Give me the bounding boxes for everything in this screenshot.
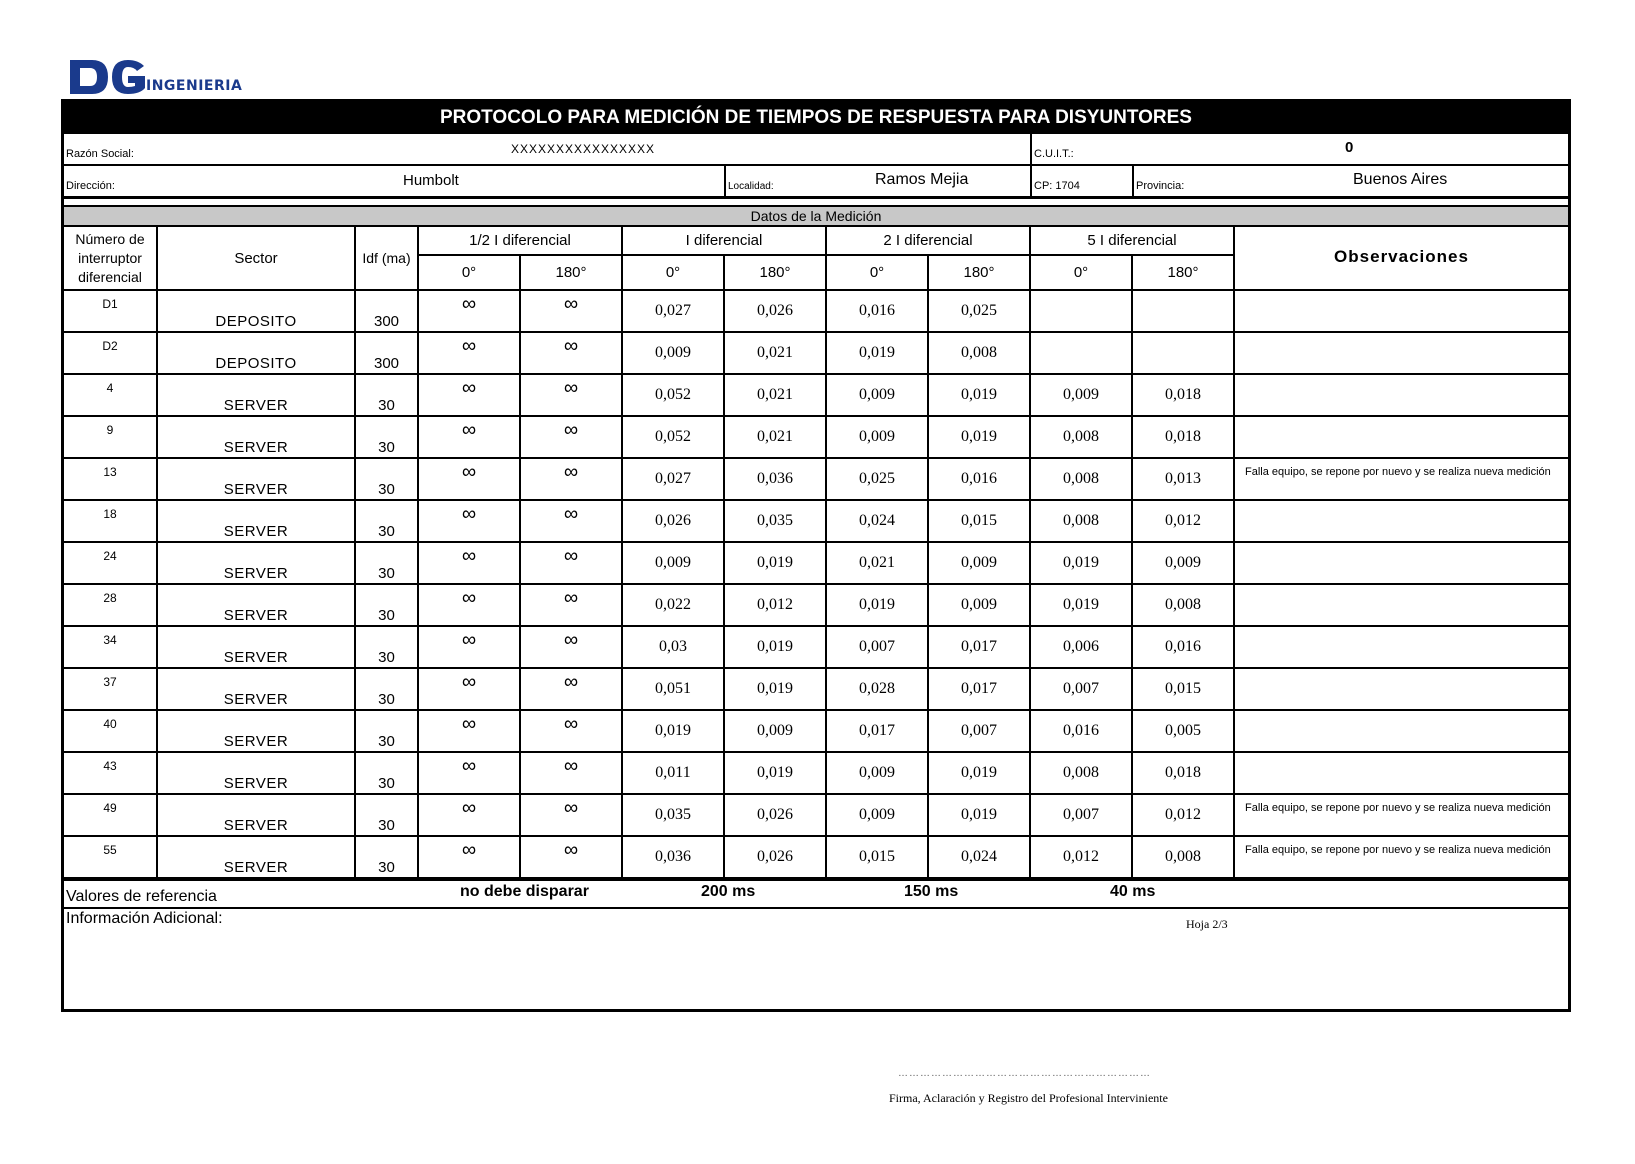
two-180-value: 0,025: [928, 290, 1030, 332]
table-row: [64, 332, 1568, 374]
five-180-value: [1132, 332, 1234, 374]
half-180-value: ∞: [520, 542, 622, 584]
reference-half: no debe disparar: [460, 883, 589, 900]
row-observation: [1234, 416, 1568, 458]
razon-social-label: Razón Social:: [66, 148, 134, 160]
razon-social-cell: [64, 134, 1032, 164]
five-180-value: 0,012: [1132, 794, 1234, 836]
logo-text: INGENIERIA: [146, 78, 243, 94]
group-one-header: I diferencial: [622, 226, 826, 255]
five-180-value: 0,018: [1132, 752, 1234, 794]
half-0-value: ∞: [418, 500, 520, 542]
five-0-value: [1030, 290, 1132, 332]
localidad-value: Ramos Mejia: [875, 171, 969, 188]
angle-0-header: 0°: [622, 255, 724, 290]
five-180-value: 0,016: [1132, 626, 1234, 668]
two-0-value: 0,009: [826, 416, 928, 458]
table-row: [64, 794, 1568, 836]
half-180-value: ∞: [520, 290, 622, 332]
one-0-value: 0,052: [622, 374, 724, 416]
angle-0-header: 0°: [418, 255, 520, 290]
half-180-value: ∞: [520, 668, 622, 710]
two-0-value: 0,009: [826, 752, 928, 794]
half-0-value: ∞: [418, 626, 520, 668]
half-0-value: ∞: [418, 752, 520, 794]
table-row: [64, 584, 1568, 626]
five-0-value: 0,008: [1030, 500, 1132, 542]
half-180-value: ∞: [520, 584, 622, 626]
table-row: [64, 416, 1568, 458]
five-180-value: [1132, 290, 1234, 332]
row-number: 4: [64, 374, 157, 416]
row-number: 13: [64, 458, 157, 500]
table-row: [64, 542, 1568, 584]
one-0-value: 0,026: [622, 500, 724, 542]
table-row: [64, 752, 1568, 794]
row-number: 43: [64, 752, 157, 794]
five-0-value: 0,012: [1030, 836, 1132, 878]
one-180-value: 0,026: [724, 794, 826, 836]
row-sector: SERVER: [157, 458, 355, 500]
angle-180-header: 180°: [928, 255, 1030, 290]
five-180-value: 0,015: [1132, 668, 1234, 710]
one-0-value: 0,019: [622, 710, 724, 752]
two-180-value: 0,019: [928, 416, 1030, 458]
two-0-value: 0,019: [826, 332, 928, 374]
two-0-value: 0,009: [826, 794, 928, 836]
two-0-value: 0,015: [826, 836, 928, 878]
group-five-header: 5 I diferencial: [1030, 226, 1234, 255]
five-0-value: 0,006: [1030, 626, 1132, 668]
row-observation: [1234, 332, 1568, 374]
provincia-value: Buenos Aires: [1353, 171, 1448, 188]
row-number: 24: [64, 542, 157, 584]
measurement-table: [64, 207, 1568, 879]
half-0-value: ∞: [418, 710, 520, 752]
five-0-value: 0,019: [1030, 542, 1132, 584]
row-observation: [1234, 584, 1568, 626]
row-number: 9: [64, 416, 157, 458]
half-0-value: ∞: [418, 290, 520, 332]
one-180-value: 0,009: [724, 710, 826, 752]
one-180-value: 0,026: [724, 836, 826, 878]
direccion-label: Dirección:: [66, 180, 115, 192]
row-number: 34: [64, 626, 157, 668]
company-logo: [68, 58, 258, 100]
page-title: PROTOCOLO PARA MEDICIÓN DE TIEMPOS DE RESPUESTA PARA DISYUNTORES: [64, 102, 1568, 134]
table-row: [64, 626, 1568, 668]
informacion-adicional-box: [64, 909, 1568, 1009]
direccion-cell: [64, 166, 726, 196]
angle-0-header: 0°: [1030, 255, 1132, 290]
one-180-value: 0,019: [724, 752, 826, 794]
protocol-sheet: [61, 99, 1571, 1012]
row-sector: DEPOSITO: [157, 290, 355, 332]
two-180-value: 0,009: [928, 584, 1030, 626]
two-180-value: 0,009: [928, 542, 1030, 584]
row-idf: 30: [355, 794, 418, 836]
two-180-value: 0,008: [928, 332, 1030, 374]
localidad-label: Localidad:: [728, 181, 774, 192]
row-sector: SERVER: [157, 668, 355, 710]
row-idf: 30: [355, 374, 418, 416]
half-180-value: ∞: [520, 626, 622, 668]
one-180-value: 0,036: [724, 458, 826, 500]
one-0-value: 0,035: [622, 794, 724, 836]
angle-180-header: 180°: [520, 255, 622, 290]
half-0-value: ∞: [418, 332, 520, 374]
row-idf: 30: [355, 752, 418, 794]
row-sector: SERVER: [157, 416, 355, 458]
cuit-label: C.U.I.T.:: [1034, 148, 1074, 160]
row-idf: 30: [355, 584, 418, 626]
one-0-value: 0,027: [622, 458, 724, 500]
one-180-value: 0,019: [724, 542, 826, 584]
five-180-value: 0,018: [1132, 374, 1234, 416]
two-0-value: 0,017: [826, 710, 928, 752]
two-180-value: 0,007: [928, 710, 1030, 752]
measurement-rows: [64, 290, 1568, 878]
row-observation: [1234, 668, 1568, 710]
half-180-value: ∞: [520, 710, 622, 752]
cp-label: CP: 1704: [1034, 180, 1080, 192]
half-180-value: ∞: [520, 500, 622, 542]
five-180-value: 0,005: [1132, 710, 1234, 752]
one-0-value: 0,036: [622, 836, 724, 878]
reference-one: 200 ms: [701, 883, 756, 900]
table-row: [64, 458, 1568, 500]
table-row: [64, 290, 1568, 332]
provincia-cell: [1134, 166, 1568, 196]
signature-caption: Firma, Aclaración y Registro del Profesional Interviniente: [889, 1091, 1168, 1105]
row-observation: [1234, 290, 1568, 332]
group-half-header: 1/2 I diferencial: [418, 226, 622, 255]
row-idf: 300: [355, 332, 418, 374]
row-idf: 30: [355, 458, 418, 500]
reference-five: 40 ms: [1110, 883, 1156, 900]
one-180-value: 0,019: [724, 626, 826, 668]
one-180-value: 0,026: [724, 290, 826, 332]
direccion-value: Humbolt: [403, 172, 459, 189]
five-0-value: 0,019: [1030, 584, 1132, 626]
one-0-value: 0,009: [622, 542, 724, 584]
header-row-2: [64, 166, 1568, 196]
half-180-value: ∞: [520, 752, 622, 794]
half-180-value: ∞: [520, 416, 622, 458]
half-180-value: ∞: [520, 374, 622, 416]
reference-label: Valores de referencia: [66, 888, 217, 905]
two-180-value: 0,019: [928, 374, 1030, 416]
half-0-value: ∞: [418, 416, 520, 458]
row-number: 49: [64, 794, 157, 836]
cp-cell: [1032, 166, 1134, 196]
row-observation: [1234, 542, 1568, 584]
two-180-value: 0,015: [928, 500, 1030, 542]
angle-0-header: 0°: [826, 255, 928, 290]
five-0-value: 0,008: [1030, 458, 1132, 500]
two-180-value: 0,017: [928, 626, 1030, 668]
one-0-value: 0,011: [622, 752, 724, 794]
provincia-label: Provincia:: [1136, 180, 1185, 192]
table-row: [64, 836, 1568, 878]
row-number: 40: [64, 710, 157, 752]
two-180-value: 0,019: [928, 794, 1030, 836]
one-0-value: 0,03: [622, 626, 724, 668]
five-0-value: 0,007: [1030, 668, 1132, 710]
half-180-value: ∞: [520, 836, 622, 878]
row-sector: SERVER: [157, 710, 355, 752]
half-180-value: ∞: [520, 458, 622, 500]
row-number: 55: [64, 836, 157, 878]
row-idf: 300: [355, 290, 418, 332]
one-0-value: 0,027: [622, 290, 724, 332]
two-180-value: 0,019: [928, 752, 1030, 794]
table-row: [64, 500, 1568, 542]
half-0-value: ∞: [418, 794, 520, 836]
two-0-value: 0,025: [826, 458, 928, 500]
row-observation: [1234, 710, 1568, 752]
one-0-value: 0,051: [622, 668, 724, 710]
header-row-1: [64, 134, 1568, 166]
two-0-value: 0,007: [826, 626, 928, 668]
half-180-value: ∞: [520, 794, 622, 836]
five-180-value: 0,013: [1132, 458, 1234, 500]
table-row: [64, 668, 1568, 710]
row-sector: SERVER: [157, 836, 355, 878]
one-180-value: 0,012: [724, 584, 826, 626]
two-180-value: 0,017: [928, 668, 1030, 710]
angle-180-header: 180°: [1132, 255, 1234, 290]
row-sector: SERVER: [157, 584, 355, 626]
row-sector: DEPOSITO: [157, 332, 355, 374]
one-180-value: 0,019: [724, 668, 826, 710]
five-0-value: 0,008: [1030, 752, 1132, 794]
row-idf: 30: [355, 416, 418, 458]
two-180-value: 0,024: [928, 836, 1030, 878]
two-0-value: 0,019: [826, 584, 928, 626]
row-observation: Falla equipo, se repone por nuevo y se realiza nueva medición: [1234, 794, 1568, 836]
col-sector-header: Sector: [157, 226, 355, 290]
row-observation: [1234, 752, 1568, 794]
one-180-value: 0,021: [724, 332, 826, 374]
datos-medicion-header: Datos de la Medición: [64, 207, 1568, 226]
row-number: D1: [64, 290, 157, 332]
row-idf: 30: [355, 500, 418, 542]
row-sector: SERVER: [157, 626, 355, 668]
signature-line: ……………………………………………………………: [898, 1068, 1151, 1079]
row-number: D2: [64, 332, 157, 374]
row-observation: Falla equipo, se repone por nuevo y se realiza nueva medición: [1234, 458, 1568, 500]
one-180-value: 0,021: [724, 416, 826, 458]
five-0-value: [1030, 332, 1132, 374]
reference-row: [64, 879, 1568, 909]
five-180-value: 0,018: [1132, 416, 1234, 458]
row-number: 28: [64, 584, 157, 626]
half-0-value: ∞: [418, 836, 520, 878]
five-180-value: 0,012: [1132, 500, 1234, 542]
dg-logo-icon: [68, 58, 148, 96]
page-number: Hoja 2/3: [1186, 917, 1228, 931]
five-180-value: 0,008: [1132, 584, 1234, 626]
half-0-value: ∞: [418, 374, 520, 416]
half-0-value: ∞: [418, 668, 520, 710]
row-sector: SERVER: [157, 542, 355, 584]
row-number: 18: [64, 500, 157, 542]
table-row: [64, 374, 1568, 416]
row-idf: 30: [355, 542, 418, 584]
cuit-value: 0: [1345, 139, 1354, 156]
half-0-value: ∞: [418, 584, 520, 626]
row-idf: 30: [355, 668, 418, 710]
col-idf-header: Idf (ma): [355, 226, 418, 290]
row-idf: 30: [355, 836, 418, 878]
group-two-header: 2 I diferencial: [826, 226, 1030, 255]
table-row: [64, 710, 1568, 752]
two-0-value: 0,028: [826, 668, 928, 710]
row-observation: [1234, 500, 1568, 542]
two-0-value: 0,024: [826, 500, 928, 542]
five-0-value: 0,016: [1030, 710, 1132, 752]
one-0-value: 0,022: [622, 584, 724, 626]
five-0-value: 0,009: [1030, 374, 1132, 416]
row-sector: SERVER: [157, 500, 355, 542]
two-0-value: 0,021: [826, 542, 928, 584]
row-idf: 30: [355, 710, 418, 752]
five-180-value: 0,008: [1132, 836, 1234, 878]
one-0-value: 0,009: [622, 332, 724, 374]
section-gap: [64, 196, 1568, 207]
razon-social-value: XXXXXXXXXXXXXXXX: [511, 142, 656, 156]
row-observation: Falla equipo, se repone por nuevo y se realiza nueva medición: [1234, 836, 1568, 878]
five-180-value: 0,009: [1132, 542, 1234, 584]
row-idf: 30: [355, 626, 418, 668]
informacion-adicional-label: Información Adicional:: [66, 910, 223, 927]
col-observaciones-header: Observaciones: [1234, 226, 1568, 290]
row-number: 37: [64, 668, 157, 710]
one-180-value: 0,021: [724, 374, 826, 416]
one-0-value: 0,052: [622, 416, 724, 458]
localidad-cell: [726, 166, 1032, 196]
cuit-cell: [1032, 134, 1568, 164]
row-sector: SERVER: [157, 794, 355, 836]
two-0-value: 0,016: [826, 290, 928, 332]
half-0-value: ∞: [418, 542, 520, 584]
row-sector: SERVER: [157, 374, 355, 416]
two-180-value: 0,016: [928, 458, 1030, 500]
half-180-value: ∞: [520, 332, 622, 374]
row-observation: [1234, 626, 1568, 668]
half-0-value: ∞: [418, 458, 520, 500]
five-0-value: 0,008: [1030, 416, 1132, 458]
row-sector: SERVER: [157, 752, 355, 794]
angle-180-header: 180°: [724, 255, 826, 290]
col-numero-header: Número de interruptor diferencial: [64, 226, 157, 290]
two-0-value: 0,009: [826, 374, 928, 416]
five-0-value: 0,007: [1030, 794, 1132, 836]
reference-two: 150 ms: [904, 883, 959, 900]
row-observation: [1234, 374, 1568, 416]
one-180-value: 0,035: [724, 500, 826, 542]
